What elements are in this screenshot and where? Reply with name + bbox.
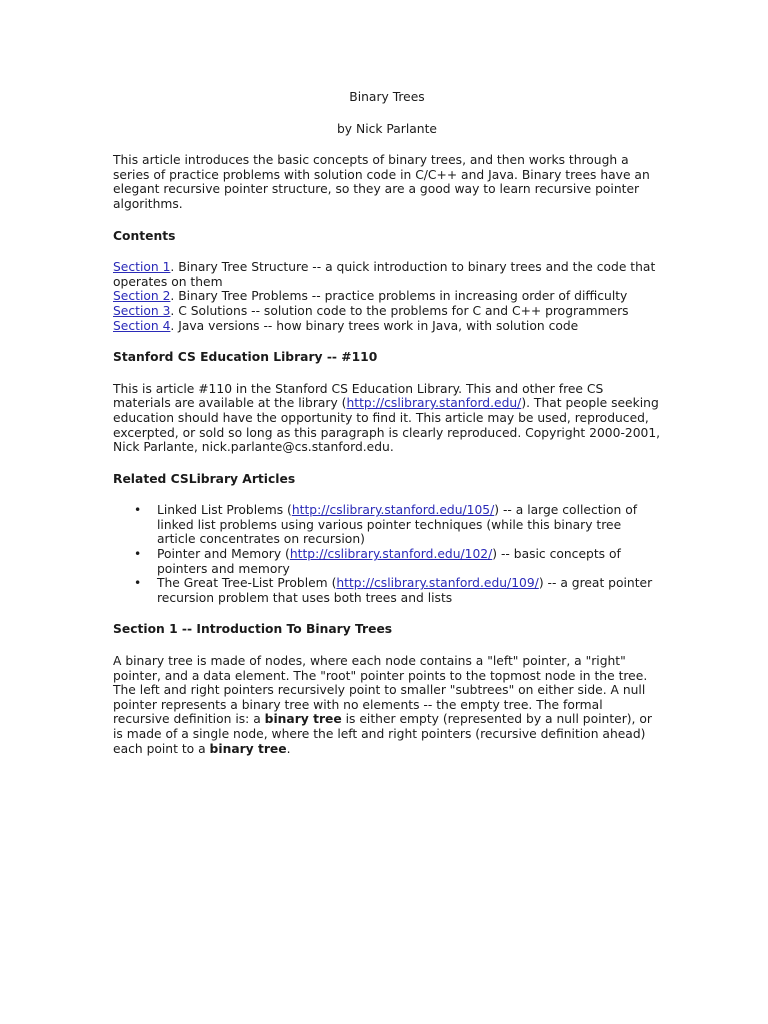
library-text-after: ). That people seeking education should have the opportunity to find it. This article may be used, reproduced, excerpted, or sold so long as this paragraph is clearly reproduced. Copyright 2000-2001, Nick Parlante, nick.parlante@cs.stanford.edu.	[113, 396, 661, 455]
related-list	[113, 503, 661, 605]
library-heading: Stanford CS Education Library -- #110	[113, 350, 378, 365]
related-link-105[interactable]: http://cslibrary.stanford.edu/105/	[291, 503, 495, 518]
related-item-text: ) -- basic concepts of pointers and memory	[157, 547, 621, 576]
list-item	[113, 503, 661, 547]
related-item-text: Pointer and Memory (	[157, 547, 290, 562]
library-text-before: This is article #110 in the Stanford CS Education Library. This and other free CS materials are available at the library (	[113, 381, 604, 411]
library-link[interactable]: http://cslibrary.stanford.edu/	[346, 396, 522, 411]
related-link-109[interactable]: http://cslibrary.stanford.edu/109/	[336, 576, 539, 591]
bold-term: binary tree	[264, 712, 342, 727]
intro-paragraph: This article introduces the basic concepts of binary trees, and then works through a series of practice problems with solution code in C/C++ and Java. Binary trees have an elegant recursive pointer structure, so they are a good way to learn recursive pointer algorithms.	[113, 153, 650, 211]
related-item-text: ) -- a great pointer recursion problem that uses both trees and lists	[157, 576, 653, 605]
section-1-paragraph	[113, 654, 661, 756]
related-heading: Related CSLibrary Articles	[113, 471, 296, 486]
contents-item-text: . Java versions -- how binary trees work in Java, with solution code	[170, 318, 579, 333]
contents-list	[113, 260, 661, 333]
related-item-text: ) -- a large collection of linked list problems using various pointer techniques (while this binary tree article concentrates on recursion)	[157, 503, 638, 547]
document-page	[113, 90, 661, 756]
paragraph-text: is either empty (represented by a null pointer), or is made of a single node, where the left and right pointers (recursive definition ahead) each point to a	[113, 712, 652, 756]
contents-heading: Contents	[113, 228, 176, 243]
paragraph-text: A binary tree is made of nodes, where each node contains a "left" pointer, a "right" pointer, and a data element. The "root" pointer points to the topmost node in the tree. The left and right pointers recursively point to smaller "subtrees" on either side. A null pointer represents a binary tree with no elements -- the empty tree. The formal recursive definition is: a	[113, 654, 648, 727]
contents-item	[113, 289, 661, 304]
contents-item	[113, 260, 661, 289]
bold-term: binary tree	[209, 741, 287, 756]
section-2-link[interactable]: Section 2	[113, 289, 171, 304]
section-4-link[interactable]: Section 4	[113, 318, 171, 333]
list-item	[113, 576, 661, 605]
contents-item	[113, 304, 661, 319]
related-item-text: The Great Tree-List Problem (	[157, 576, 337, 591]
contents-item-text: . Binary Tree Structure -- a quick introduction to binary trees and the code that operates on them	[113, 260, 656, 289]
paragraph-text: .	[286, 741, 291, 756]
contents-item	[113, 319, 661, 334]
contents-item-text: . Binary Tree Problems -- practice problems in increasing order of difficulty	[170, 289, 628, 304]
related-link-102[interactable]: http://cslibrary.stanford.edu/102/	[289, 547, 493, 562]
author-byline: by Nick Parlante	[337, 121, 437, 136]
section-1-heading: Section 1 -- Introduction To Binary Trees	[113, 622, 393, 637]
library-paragraph	[113, 382, 661, 455]
section-3-link[interactable]: Section 3	[113, 303, 171, 318]
contents-item-text: . C Solutions -- solution code to the problems for C and C++ programmers	[170, 303, 629, 318]
related-item-text: Linked List Problems (	[157, 503, 292, 518]
list-item	[113, 547, 661, 576]
section-1-link[interactable]: Section 1	[113, 260, 171, 275]
document-title: Binary Trees	[349, 90, 425, 104]
